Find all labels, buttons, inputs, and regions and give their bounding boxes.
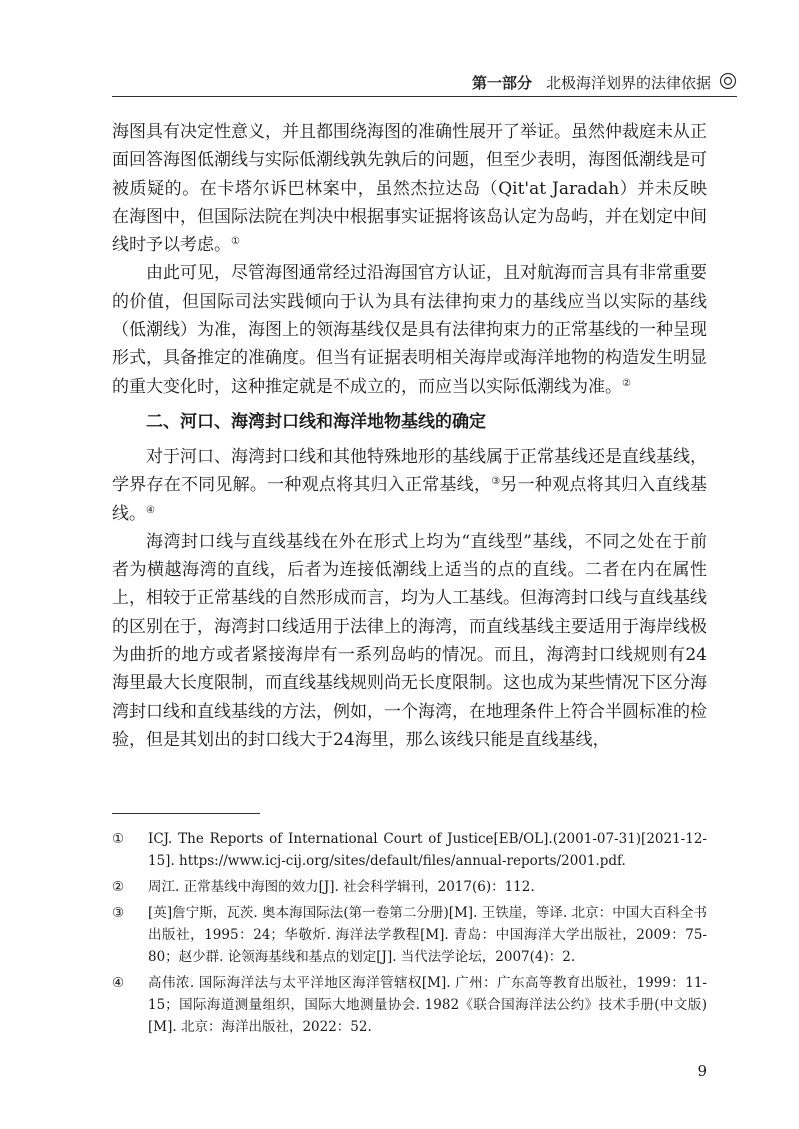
footnote-1	[112, 828, 707, 872]
header-title: 北极海洋划界的法律依据	[545, 74, 711, 92]
paragraph-4: 海湾封口线与直线基线在外在形式上均为“直线型”基线，不同之处在于前者为横越海湾的直线，后者为连接低潮线上适当的点的直线。二者在内在属性上，相较于正常基线的自然形成而言，均为人工基线。但海湾封口线与直线基线的区别在于，海湾封口线适用于法律上的海湾，而直线基线主要适用于海岸线极为曲折的地方或者紧接海岸有一系列岛屿的情况。而且，海湾封口线规则有24海里最大长度限制，而直线基线规则尚无长度限制。这也成为某些情况下区分海湾封口线和直线基线的方法，例如，一个海湾，在地理条件上符合半圆标准的检验，但是其划出的封口线大于24海里，那么该线只能是直线基线，	[112, 531, 707, 750]
footnote-mark: ④	[112, 975, 125, 991]
section-heading: 二、河口、海湾封口线和海洋地物基线的确定	[146, 411, 486, 432]
footnotes	[112, 828, 707, 1042]
paragraph-3-text-a: 对于河口、海湾封口线和其他特殊地形的基线属于正常基线还是直线基线，学界存在不同见解。一种观点将其归入正常基线，	[112, 446, 707, 496]
paragraph-1	[112, 118, 707, 259]
footnote-ref-4[interactable]: ④	[146, 504, 155, 516]
footnote-mark: ①	[112, 831, 125, 847]
footnote-mark: ③	[112, 905, 125, 921]
footnote-3	[112, 902, 707, 968]
paragraph-2	[112, 259, 707, 400]
paragraph-1-text: 海图具有决定性意义，并且都围绕海图的准确性展开了举证。虽然仲裁庭未从正面回答海图低潮线与实际低潮线孰先孰后的问题，但至少表明，海图低潮线是可被质疑的。在卡塔尔诉巴林案中，虽然杰拉达岛（Qit'at Jaradah）并未反映在海图中，但国际法院在判决中根据事实证据将该岛认定为岛屿，并在划定中间线时予以考虑。	[112, 122, 707, 256]
footnote-ref-3[interactable]: ③	[491, 476, 501, 488]
paragraph-3-text-b: 另一种观点将其归入直线基线。	[112, 475, 708, 524]
header-part: 第一部分	[471, 74, 532, 92]
footnote-text: [英]詹宁斯，瓦茨. 奥本海国际法(第一卷第二分册)[M]. 王铁崖，等译. 北京：中国大百科全书出版社，1995：24；华敬炘. 海洋法学教程[M]. 青岛：中国海洋大学出版社，2009：75-80；赵少群. 论领海基线和基点的划定[J]. 当代法学论坛，2007(4)：2.	[148, 905, 707, 965]
footnote-text: ICJ. The Reports of International Court of Justice[EB/OL].(2001-07-31)[2021-12-15]. https://www.icj-cij.org/sites/default/files/annual-reports/2001.pdf.	[148, 831, 707, 869]
body-text	[112, 118, 707, 754]
page-number: 9	[697, 1062, 707, 1080]
running-header	[112, 70, 737, 97]
footnote-ref-1[interactable]: ①	[231, 236, 240, 248]
footnote-4	[112, 972, 707, 1038]
header-text	[472, 72, 711, 93]
footnote-ref-2[interactable]: ②	[622, 377, 631, 389]
concentric-circle-icon	[719, 72, 737, 90]
footnote-divider	[112, 813, 260, 814]
paragraph-2-text: 由此可见，尽管海图通常经过沿海国官方认证，且对航海而言具有非常重要的价值，但国际司法实践倾向于认为具有法律拘束力的基线应当以实际的基线（低潮线）为准，海图上的领海基线仅是具有法律拘束力的正常基线的一种呈现形式，具备推定的准确度。但当有证据表明相关海岸或海洋地物的构造发生明显的重大变化时，这种推定就是不成立的，而应当以实际低潮线为准。	[112, 263, 707, 397]
paragraph-3	[112, 443, 707, 528]
footnote-mark: ②	[112, 879, 125, 895]
footnote-text: 周江. 正常基线中海图的效力[J]. 社会科学辑刊，2017(6)：112.	[148, 879, 535, 895]
footnote-2	[112, 876, 707, 898]
footnote-text: 高伟浓. 国际海洋法与太平洋地区海洋管辖权[M]. 广州：广东高等教育出版社，1999：11-15；国际海道测量组织，国际大地测量协会. 1982《联合国海洋法公约》技术手册(中文版)[M]. 北京：海洋出版社，2022：52.	[148, 975, 707, 1035]
